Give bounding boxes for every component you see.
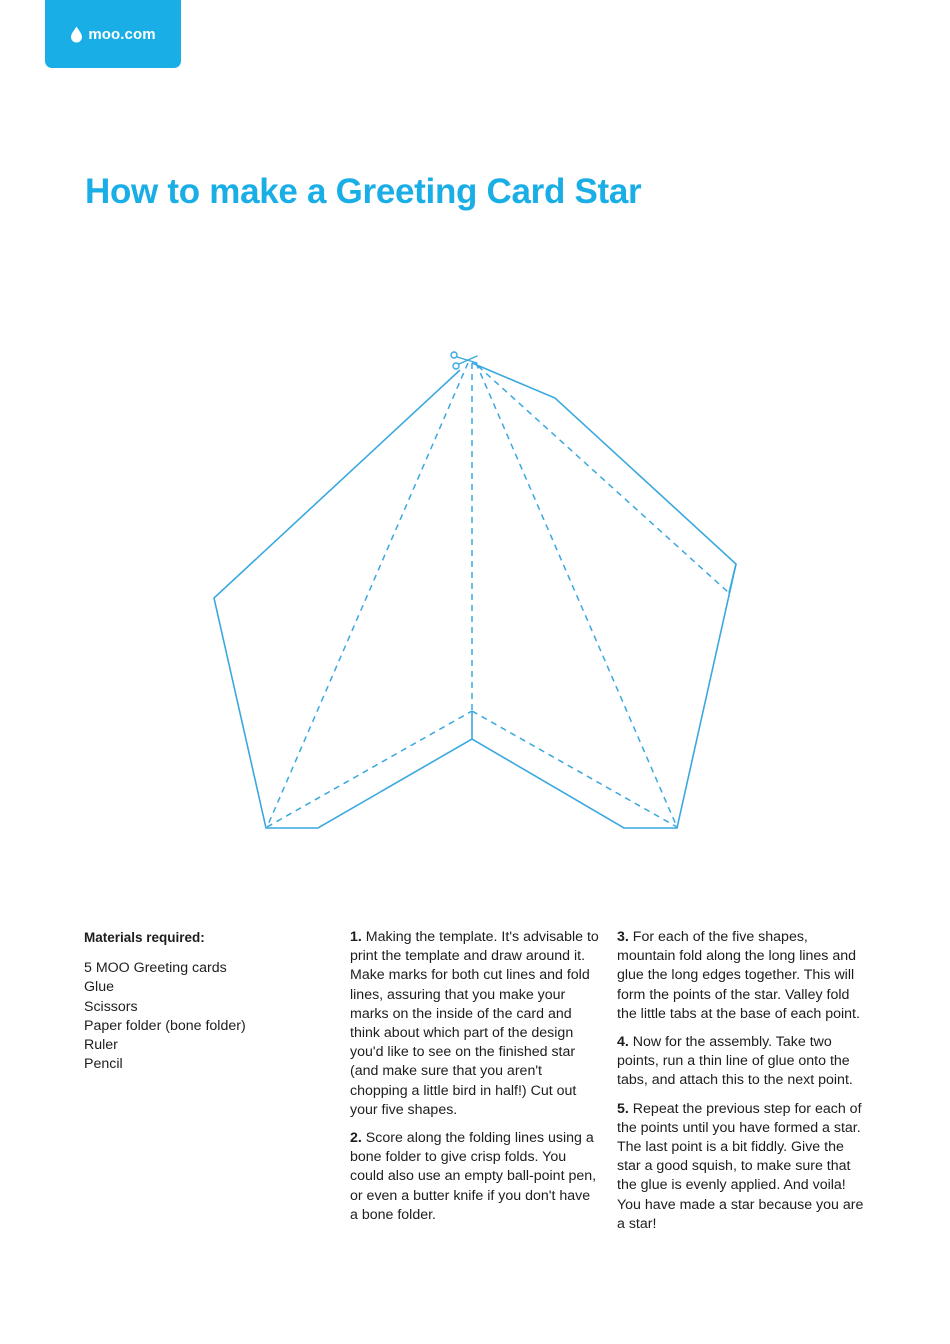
material-item: Ruler: [84, 1037, 118, 1054]
step-1: [350, 928, 600, 1120]
materials-list: [84, 959, 304, 1074]
step-number: 4.: [617, 1034, 629, 1051]
material-item: Paper folder (bone folder): [84, 1017, 246, 1034]
step-text: Repeat the previous step for each of the points until you have formed a star. The last point is a bit fiddly. Give the star a good squish, to make sure that the glue is evenly applied. And voila! You have made a star because you are a star!: [617, 1100, 864, 1232]
fold-line-left: [267, 363, 468, 827]
materials-column: [84, 928, 304, 1074]
materials-heading: Materials required:: [84, 930, 205, 945]
step-2: [350, 1129, 600, 1225]
drop-icon: [70, 26, 83, 43]
step-number: 1.: [350, 929, 362, 945]
brand-name: moo.com: [88, 25, 156, 43]
fold-line-bottom-right: [472, 711, 677, 827]
step-text: Making the template. It's advisable to print the template and draw around it. Make marks for both cut lines and fold lines, assuring that you make your marks on the inside of the card and think about which part of the design you'd like to see on the finished star (and make sure that you aren't chopping a little bird in half!) Cut out your five shapes.: [350, 929, 599, 1118]
step-text: Now for the assembly. Take two points, run a thin line of glue onto the tabs, and attach this to the next point.: [617, 1034, 853, 1089]
material-item: Scissors: [84, 998, 138, 1015]
step-text: Score along the folding lines using a bone folder to give crisp folds. You could also use an empty ball-point pen, or even a butter knife if you don't have a bone folder.: [350, 1130, 597, 1223]
step-4: [617, 1033, 867, 1091]
material-item: Pencil: [84, 1056, 123, 1073]
step-text: For each of the five shapes, mountain fold along the long lines and glue the long edges together. This will form the points of the star. Valley fold the little tabs at the base of each point.: [617, 929, 860, 1022]
star-point-template: [200, 345, 750, 840]
material-item: 5 MOO Greeting cards: [84, 960, 227, 977]
step-number: 3.: [617, 929, 629, 945]
steps-column-2: [617, 928, 867, 1243]
step-5: [617, 1100, 867, 1234]
scissors-icon: [451, 352, 477, 369]
material-item: Glue: [84, 979, 114, 996]
step-3: [617, 928, 867, 1024]
tab-edge-right: [729, 564, 736, 593]
fold-line-bottom-left: [267, 711, 472, 827]
step-number: 5.: [617, 1100, 629, 1117]
cut-outline: [214, 363, 736, 828]
fold-line-top-right: [478, 366, 729, 593]
fold-line-right: [476, 363, 677, 827]
steps-column-1: [350, 928, 600, 1234]
brand-logo[interactable]: [45, 0, 181, 68]
step-number: 2.: [350, 1130, 362, 1147]
page-title: How to make a Greeting Card Star: [85, 172, 642, 211]
